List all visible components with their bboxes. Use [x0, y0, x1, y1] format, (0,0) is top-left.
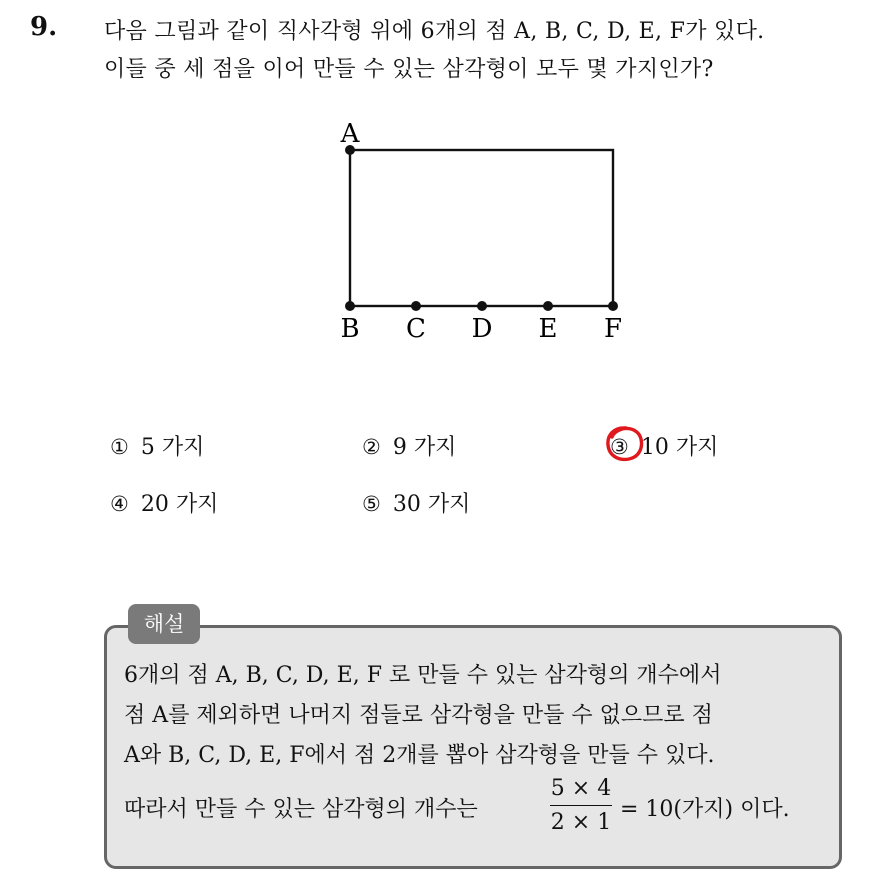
option-1[interactable]	[110, 430, 204, 461]
option-5-text: 30 가지	[392, 492, 471, 517]
option-4-mark: ④	[110, 492, 129, 516]
option-5-mark: ⑤	[362, 492, 381, 516]
option-2-mark: ②	[362, 435, 381, 459]
rectangle	[350, 150, 613, 306]
point-e	[543, 301, 553, 311]
solution-fraction	[550, 776, 612, 835]
fraction-numerator: 5 × 4	[550, 776, 612, 806]
option-4-text: 20 가지	[140, 492, 219, 517]
option-3-mark: ③	[610, 435, 629, 459]
solution-line-4: 따라서 만들 수 있는 삼각형의 개수는	[124, 797, 478, 822]
option-3-text: 10 가지	[640, 435, 719, 460]
option-2[interactable]	[362, 430, 456, 461]
label-e: E	[538, 314, 558, 344]
solution-label: 해설	[128, 604, 200, 644]
label-a: A	[340, 119, 360, 149]
answer-circle-icon	[604, 424, 646, 464]
option-4[interactable]	[110, 487, 218, 518]
question-text-line-1: 다음 그림과 같이 직사각형 위에 6개의 점 A, B, C, D, E, F가 있다.	[104, 19, 765, 44]
point-c	[411, 301, 421, 311]
label-f: F	[603, 314, 623, 344]
point-b	[345, 301, 355, 311]
option-5[interactable]	[362, 487, 470, 518]
label-d: D	[471, 314, 493, 344]
label-c: C	[406, 314, 426, 344]
label-b: B	[340, 314, 360, 344]
question-number: 9.	[30, 12, 58, 42]
solution-line-3: A와 B, C, D, E, F에서 점 2개를 뽑아 삼각형을 만들 수 있다.	[124, 743, 715, 768]
option-1-text: 5 가지	[140, 435, 205, 460]
point-f	[608, 301, 618, 311]
question-text-line-2: 이들 중 세 점을 이어 만들 수 있는 삼각형이 모두 몇 가지인가?	[104, 57, 714, 82]
rectangle-figure	[320, 112, 650, 352]
fraction-denominator: 2 × 1	[550, 810, 612, 835]
point-d	[477, 301, 487, 311]
solution-result: = 10(가지) 이다.	[620, 797, 790, 822]
option-2-text: 9 가지	[392, 435, 457, 460]
solution-line-2: 점 A를 제외하면 나머지 점들로 삼각형을 만들 수 없으므로 점	[124, 703, 713, 728]
option-1-mark: ①	[110, 435, 129, 459]
solution-line-1: 6개의 점 A, B, C, D, E, F 로 만들 수 있는 삼각형의 개수에서	[124, 663, 722, 688]
